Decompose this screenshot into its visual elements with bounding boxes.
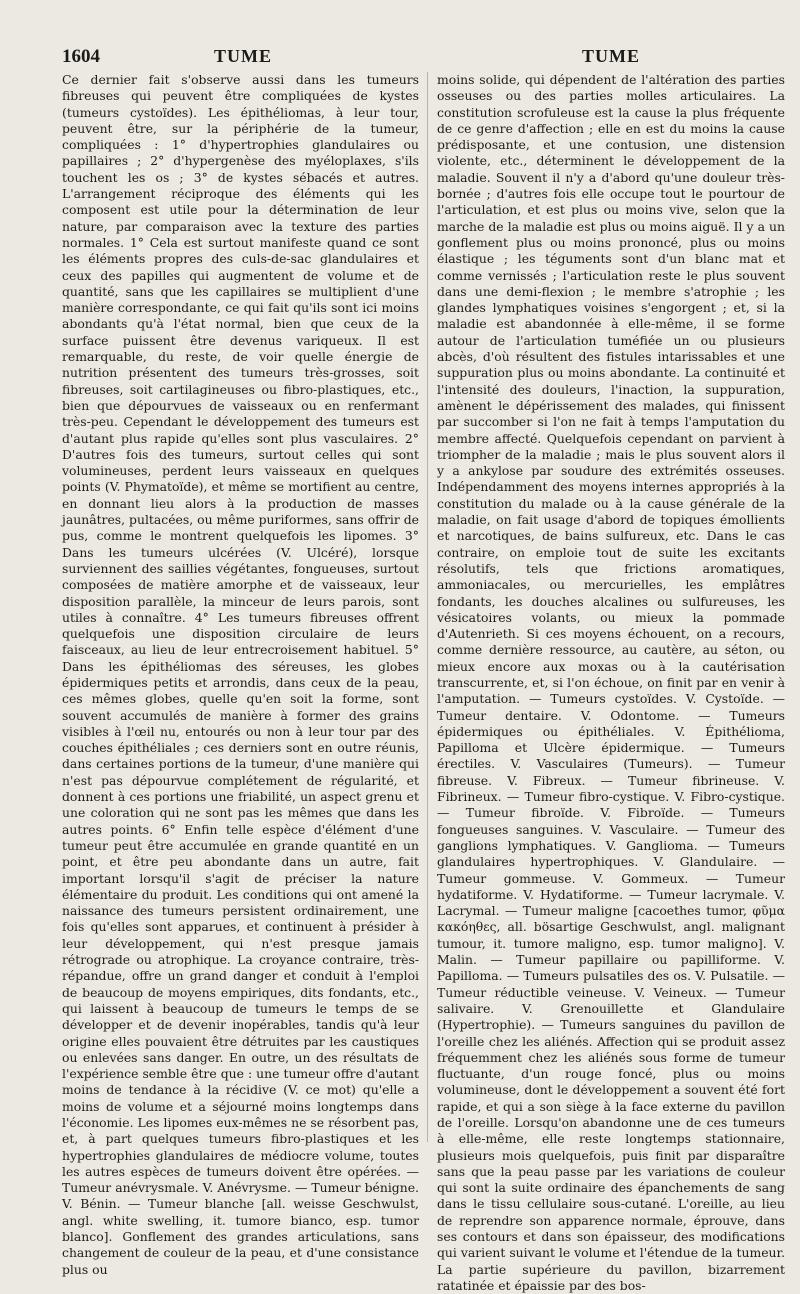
running-head-right: TUME [582,46,640,66]
left-column [62,72,419,1277]
column-divider [427,72,428,1142]
right-column [437,72,786,1293]
page-number: 1604 [62,46,100,67]
running-head [0,46,800,70]
right-column-text: moins solide, qui dépendent de l'altération des parties osseuses ou des parties molles articulaires. La constitution scrofuleuse est la cause la plus fréquente de ce genre d'affection ; elle en est du moins la cause prédisposante, et une contusion, une distension violente, etc., déterminent le développement de la maladie. Souvent il n'y a d'abord qu'une douleur très-bornée ; d'autres fois elle occupe tout le pourtour de l'articulation, et est plus ou moins vive, selon que la marche de la maladie est plus ou moins aiguë. Il y a un gonflement plus ou moins prononcé, plus ou moins élastique ; les téguments sont d'un blanc mat et comme vernissés ; l'articulation reste le plus souvent dans une demi-flexion ; le membre s'atrophie ; les glandes lymphatiques voisines s'engorgent ; et, si la maladie est abandonnée à elle-même, il se forme autour de l'articulation tuméfiée un ou plusieurs abcès, d'où résultent des fistules intarissables et une suppuration plus ou moins abondante. La continuité et l'intensité des douleurs, l'inaction, la suppuration, amènent le dépérissement des malades, qui finissent par succomber si l'on ne fait à temps l'amputation du membre affecté. Quelquefois cependant on parvient à triompher de la maladie ; mais le plus souvent alors il y a ankylose par soudure des extrémités osseuses. Indépendamment des moyens internes appropriés à la constitution du malade ou à la cause générale de la maladie, on fait usage d'abord de topiques émollients et narcotiques, de bains sulfureux, etc. Dans le cas contraire, on emploie tout de suite les excitants résolutifs, tels que frictions aromatiques, ammoniacales, ou mercurielles, les emplâtres fondants, les douches alcalines ou sulfureuses, les vésicatoires volants, ou mieux la pommade d'Autenrieth. Si ces moyens échouent, on a recours, comme dernière ressource, au cautère, au séton, ou mieux encore aux moxas ou à la cautérisation transcurrente, et, si l'on échoue, on finit par en venir à l'amputation. — Tumeurs cystoïdes. V. Cystoïde. — Tumeur dentaire. V. Odontome. — Tumeurs épidermiques ou épithéliales. V. Épithélioma, Papilloma et Ulcère épidermique. — Tumeurs érectiles. V. Vasculaires (Tumeurs). — Tumeur fibreuse. V. Fibreux. — Tumeur fibrineuse. V. Fibrineux. — Tumeur fibro-cystique. V. Fibro-cystique. — Tumeur fibroïde. V. Fibroïde. — Tumeurs fongueuses sanguines. V. Vasculaire. — Tumeur des ganglions lymphatiques. V. Ganglioma. — Tumeurs glandulaires hypertrophiques. V. Glandulaire. — Tumeur gommeuse. V. Gommeux. — Tumeur hydatiforme. V. Hydatiforme. — Tumeur lacrymale. V. Lacrymal. — Tumeur maligne [cacoethes tumor, φῦμα κακόηθες, all. bösartige Geschwulst, angl. malignant tumour, it. tumore maligno, esp. tumor maligno]. V. Malin. — Tumeur papillaire ou papilliforme. V. Papilloma. — Tumeurs pulsatiles des os. V. Pulsatile. — Tumeur réductible veineuse. V. Veineux. — Tumeur salivaire. V. Grenouillette et Glandulaire (Hypertrophie). — Tumeurs sanguines du pavillon de l'oreille chez les aliénés. Affection qui se produit assez fréquemment chez les aliénés sous forme de tumeur fluctuante, d'un rouge foncé, plus ou moins volumineuse, dont le développement a souvent été fort rapide, et qui a son siège à la face externe du pavillon de l'oreille. Lorsqu'on abandonne une de ces tumeurs à elle-même, elle reste longtemps stationnaire, plusieurs mois quelquefois, puis finit par disparaître sans que la peau passe par les variations de couleur qui sont la suite ordinaire des épanchements de sang dans le tissu cellulaire sous-cutané. L'oreille, au lieu de reprendre son apparence normale, éprouve, dans ses contours et dans son épaisseur, des modifications qui varient suivant le volume et l'étendue de la tumeur. La partie supérieure du pavillon, bizarrement ratatinée et épaissie par des bos- [437,72,786,1293]
left-column-text: Ce dernier fait s'observe aussi dans les tumeurs fibreuses qui peuvent être compliquées de kystes (tumeurs cystoïdes). Les épithéliomas, à leur tour, peuvent être, sur la périphérie de la tumeur, compliquées : 1° d'hypertrophies glandulaires ou papillaires ; 2° d'hypergenèse des myéloplaxes, s'ils touchent les os ; 3° de kystes sébacés et autres. L'arrangement réciproque des éléments qui les composent est utile pour la détermination de leur nature, par comparaison avec la texture des parties normales. 1° Cela est surtout manifeste quand ce sont les éléments propres des culs-de-sac glandulaires et ceux des papilles qui augmentent de volume et de quantité, sans que les capillaires se multiplient d'une manière correspondante, ce qui fait qu'ils sont ici moins abondants qu'à l'état normal, bien que ceux de la surface puissent être devenus variqueux. Il est remarquable, du reste, de voir quelle énergie de nutrition présentent des tumeurs très-grosses, soit fibreuses, soit cartilagineuses ou fibro-plastiques, etc., bien que dépourvues de vaisseaux ou en renfermant très-peu. Cependant le développement des tumeurs est d'autant plus rapide qu'elles sont plus vasculaires. 2° D'autres fois des tumeurs, surtout celles qui sont volumineuses, perdent leurs vaisseaux en quelques points (V. Phymatoïde), et même se mortifient au centre, en donnant lieu alors à la production de masses jaunâtres, pultacées, ou même puriformes, sans offrir de pus, comme le montrent quelquefois les lipomes. 3° Dans les tumeurs ulcérées (V. Ulcéré), lorsque surviennent des saillies végétantes, fongueuses, surtout composées de matière amorphe et de vaisseaux, leur disposition parallèle, la minceur de leurs parois, sont utiles à connaître. 4° Les tumeurs fibreuses offrent quelquefois une disposition circulaire de leurs faisceaux, au lieu de leur entrecroisement habituel. 5° Dans les épithéliomas des séreuses, les globes épidermiques petits et arrondis, dans ceux de la peau, ces mêmes globes, quelle qu'en soit la forme, sont souvent accumulés de manière à former des grains visibles à l'œil nu, entourés ou non à leur tour par des couches épithéliales ; ces derniers sont en outre réunis, dans certaines portions de la tumeur, d'une manière qui n'est pas dépourvue complétement de régularité, et donnent à ces portions une friabilité, un aspect grenu et une coloration qui ne sont pas les mêmes que dans les autres points. 6° Enfin telle espèce d'élément d'une tumeur peut être accumulée en grande quantité en un point, et être peu abondante dans un autre, fait important lorsqu'il s'agit de préciser la nature élémentaire du produit. Les conditions qui ont amené la naissance des tumeurs persistent ordinairement, une fois qu'elles sont apparues, et continuent à présider à leur développement, qui n'est presque jamais rétrograde ou atrophique. La croyance contraire, très-répandue, offre un grand danger et conduit à l'emploi de beaucoup de moyens empiriques, dits fondants, etc., qui laissent à beaucoup de tumeurs le temps de se développer et de devenir inopérables, tandis qu'à leur origine elles pouvaient être détruites par les caustiques ou enlevées sans danger. En outre, un des résultats de l'expérience semble être que : une tumeur offre d'autant moins de tendance à la récidive (V. ce mot) qu'elle a moins de volume et a séjourné moins longtemps dans l'économie. Les lipomes eux-mêmes ne se résorbent pas, et, à part quelques tumeurs fibro-plastiques et les hypertrophies glandulaires de médiocre volume, toutes les autres espèces de tumeurs doivent être opérées. — Tumeur anévrysmale. V. Anévrysme. — Tumeur bénigne. V. Bénin. — Tumeur blanche [all. weisse Geschwulst, angl. white swelling, it. tumore bianco, esp. tumor blanco]. Gonflement des grandes articulations, sans changement de couleur de la peau, et d'une consistance plus ou [62,72,419,1277]
running-head-left: TUME [214,46,272,66]
